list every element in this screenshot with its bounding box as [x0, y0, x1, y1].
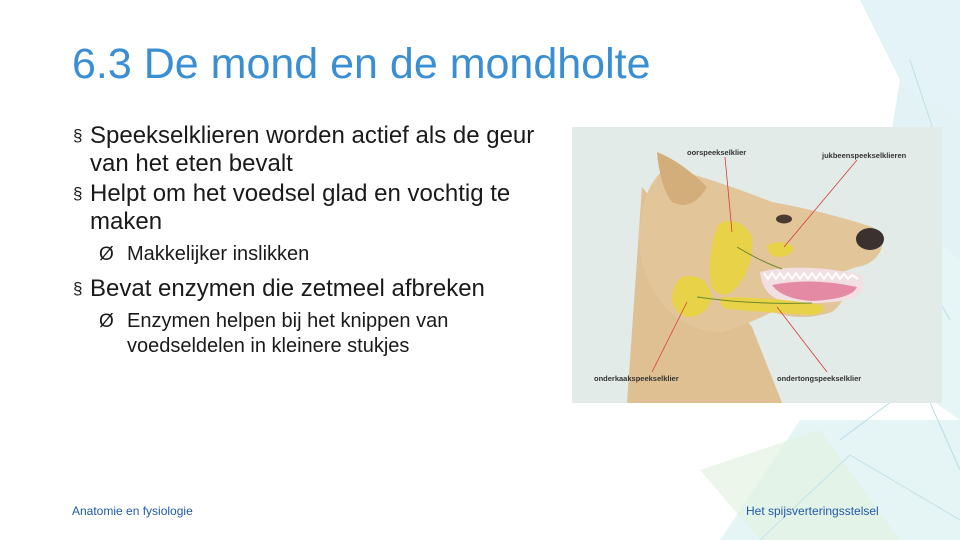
label-sublingual: ondertongspeekselklier — [777, 374, 862, 383]
dog-eye — [776, 215, 792, 224]
bullet-item — [72, 122, 562, 178]
label-mandibular: onderkaakspeekselklier — [594, 374, 679, 383]
dog-nose — [856, 228, 884, 250]
bullet-item — [72, 180, 562, 236]
bullet-marker: § — [73, 279, 83, 298]
sub-bullet-item — [72, 309, 562, 359]
sub-bullet-text: Makkelijker inslikken — [127, 243, 310, 265]
bullet-text: Bevat enzymen die zetmeel afbreken — [90, 275, 485, 302]
sub-bullet-marker: Ø — [99, 311, 114, 332]
label-zygomatic: jukbeenspeekselklieren — [822, 151, 907, 160]
bullet-list — [72, 122, 562, 367]
footer-course-name: Anatomie en fysiologie — [72, 504, 193, 518]
bullet-item — [72, 275, 562, 303]
salivary-glands-illustration — [572, 127, 942, 403]
page-title: 6.3 De mond en de mondholte — [72, 40, 651, 88]
sub-bullet-marker: Ø — [99, 244, 114, 265]
sub-bullet-item — [72, 242, 562, 267]
bullet-text: Speekselklieren worden actief als de geur van het eten bevalt — [90, 122, 535, 177]
footer-chapter-name: Het spijsverteringsstelsel — [746, 504, 879, 518]
bullet-marker: § — [73, 126, 83, 145]
label-parotid: oorspeekselklier — [687, 148, 747, 157]
sub-bullet-text: Enzymen helpen bij het knippen van voedseldelen in kleinere stukjes — [127, 310, 449, 357]
bullet-marker: § — [73, 184, 83, 203]
bullet-text: Helpt om het voedsel glad en vochtig te maken — [90, 180, 511, 235]
